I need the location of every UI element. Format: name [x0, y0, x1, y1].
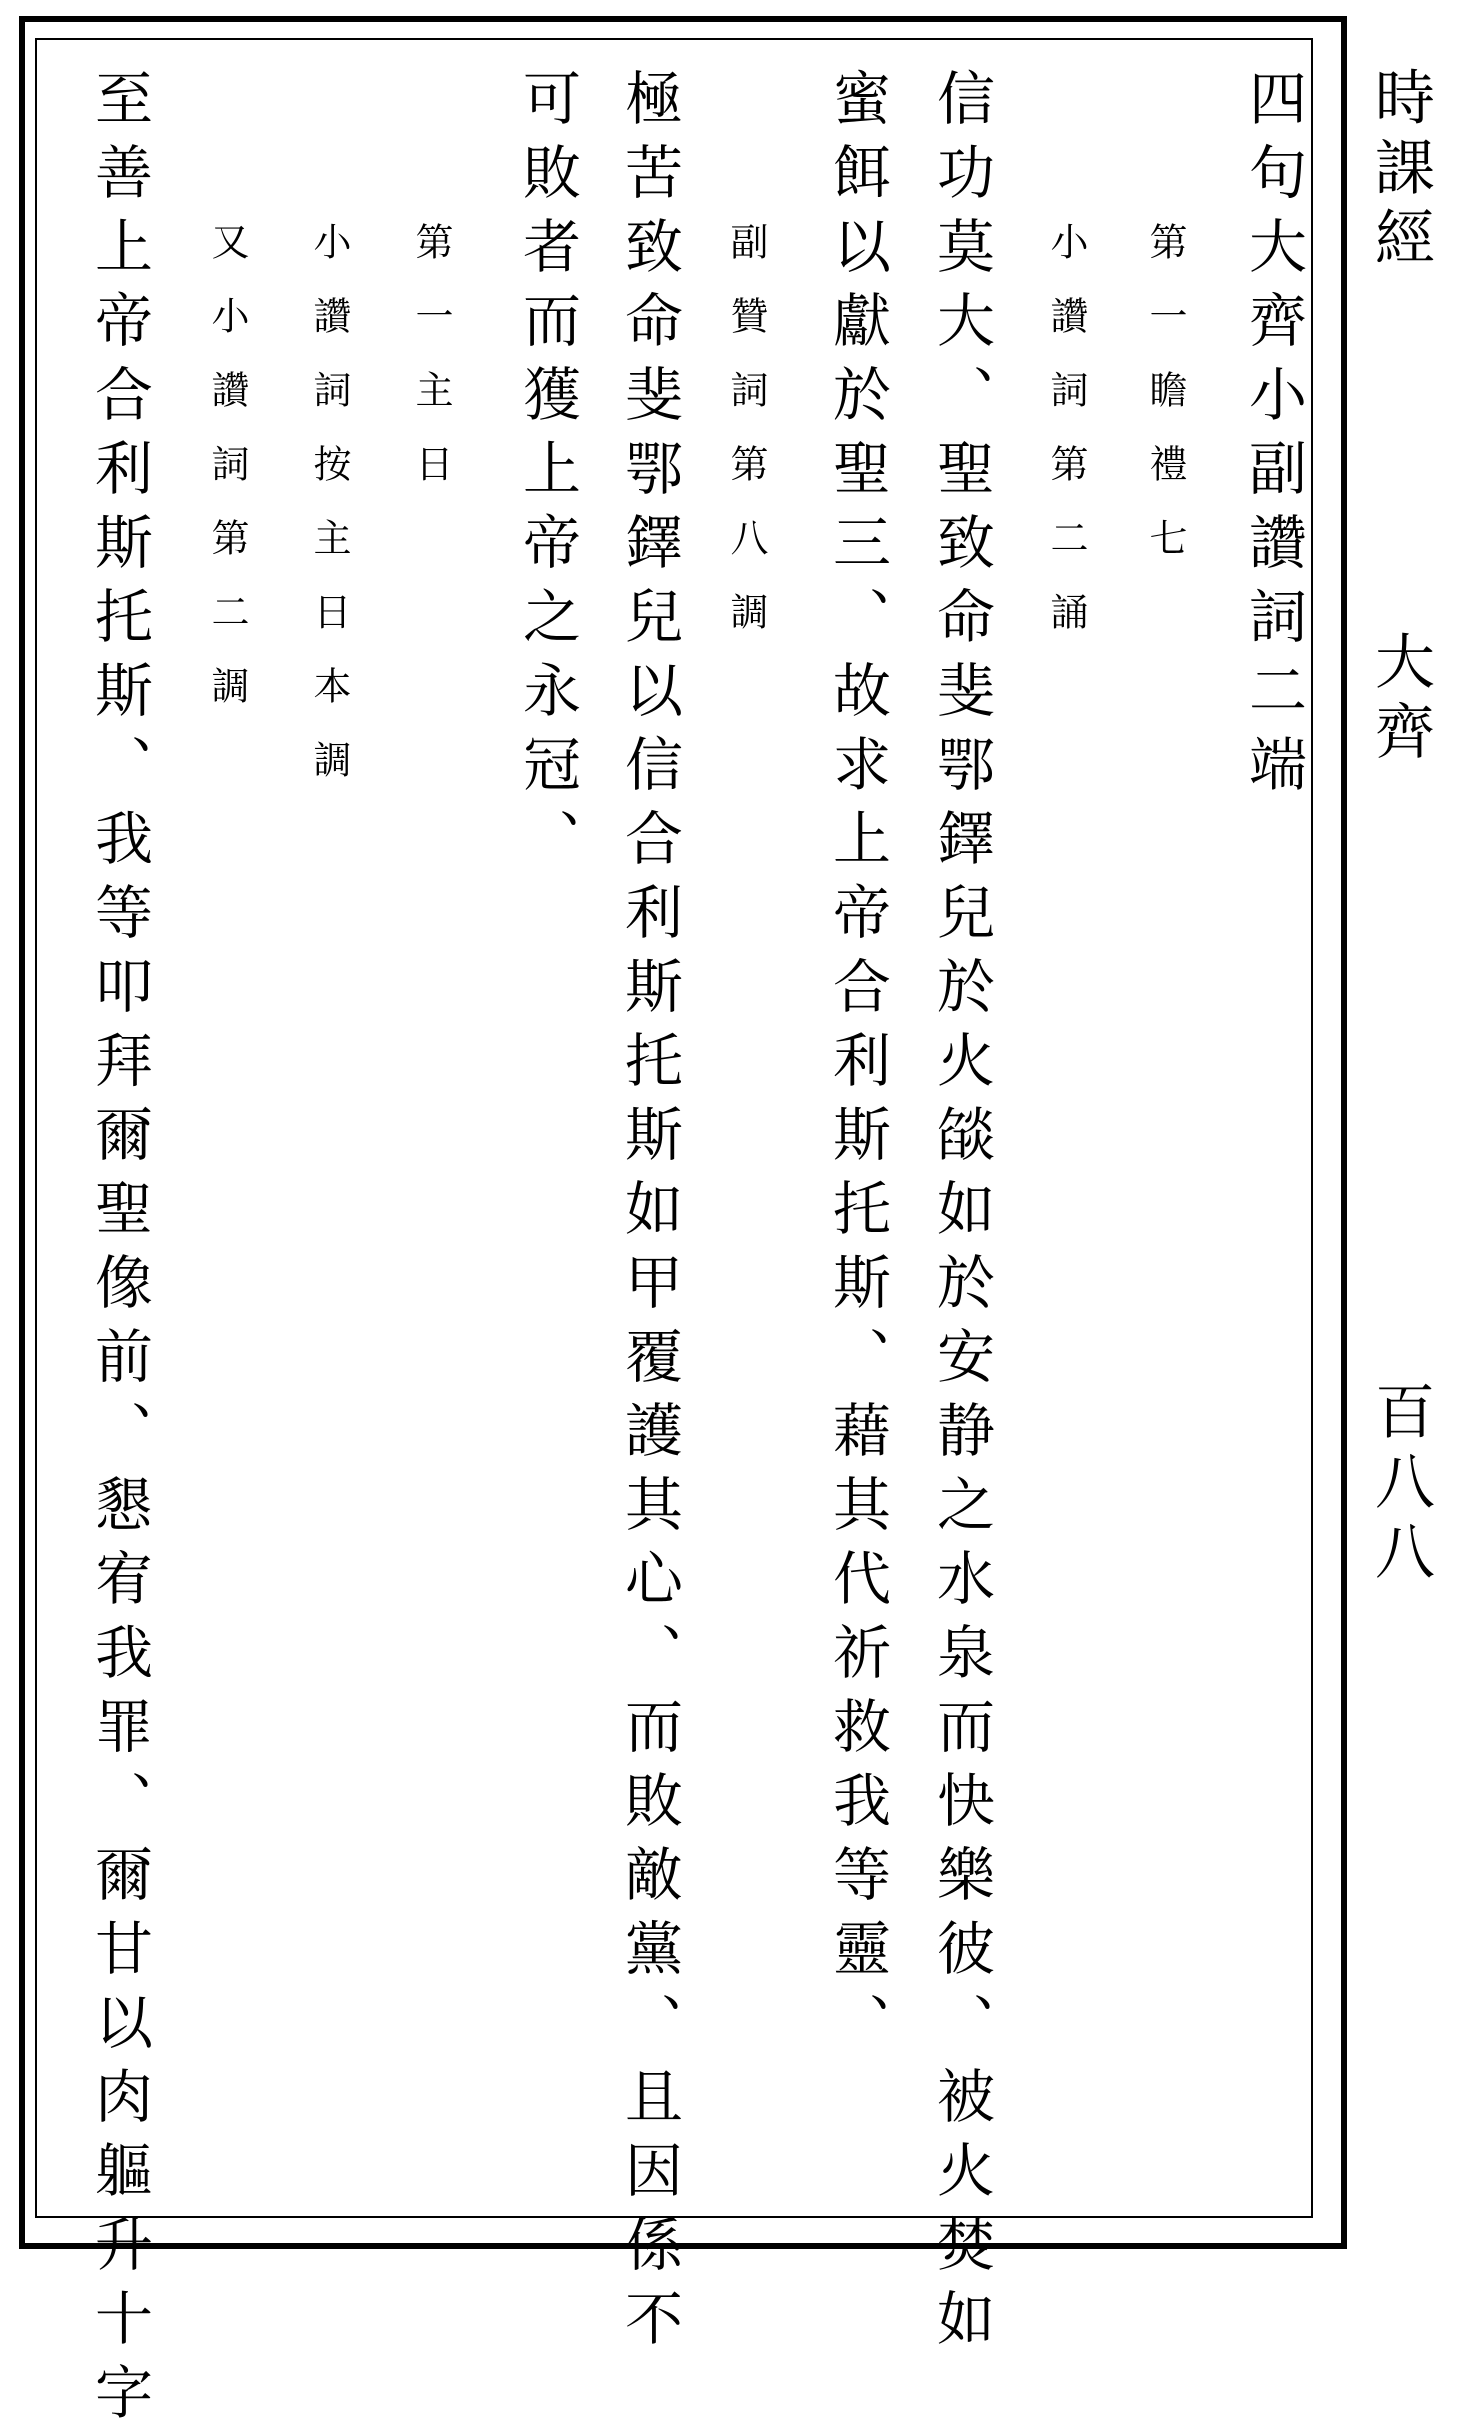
heading-title: 四句大齊小副讚詞二端 [1239, 68, 1307, 808]
subheading-hymn: 小讚詞第二誦 [1044, 222, 1088, 666]
subheading-day: 第一瞻禮七 [1143, 222, 1187, 592]
book-title: 時課經 [1365, 66, 1435, 276]
subheading-day: 第一主日 [409, 222, 453, 518]
verse-column: 至善上帝合利斯托斯、我等叩拜爾聖像前、懇宥我罪、爾甘以肉軀升十字 [85, 68, 153, 2436]
verse-column: 極苦致命斐鄂鐸兒以信合利斯托斯如甲覆護其心、而敗敵黨、且因係不 [615, 68, 683, 2362]
verse-column: 可敗者而獲上帝之永冠、 [513, 68, 581, 882]
subheading-hymn: 小讚詞按主日本調 [307, 222, 351, 814]
verse-column: 信功莫大、聖致命斐鄂鐸兒於火燄如於安静之水泉而快樂彼、被火焚如 [927, 68, 995, 2362]
subheading-hymn: 副贊詞第八調 [724, 222, 768, 666]
subheading-hymn: 又小讚詞第二調 [205, 222, 249, 740]
verse-column: 蜜餌以獻於聖三、故求上帝合利斯托斯、藉其代祈救我等靈、 [823, 68, 891, 2066]
section-label: 大齊 [1365, 630, 1435, 770]
page-number: 百八八 [1365, 1380, 1435, 1590]
